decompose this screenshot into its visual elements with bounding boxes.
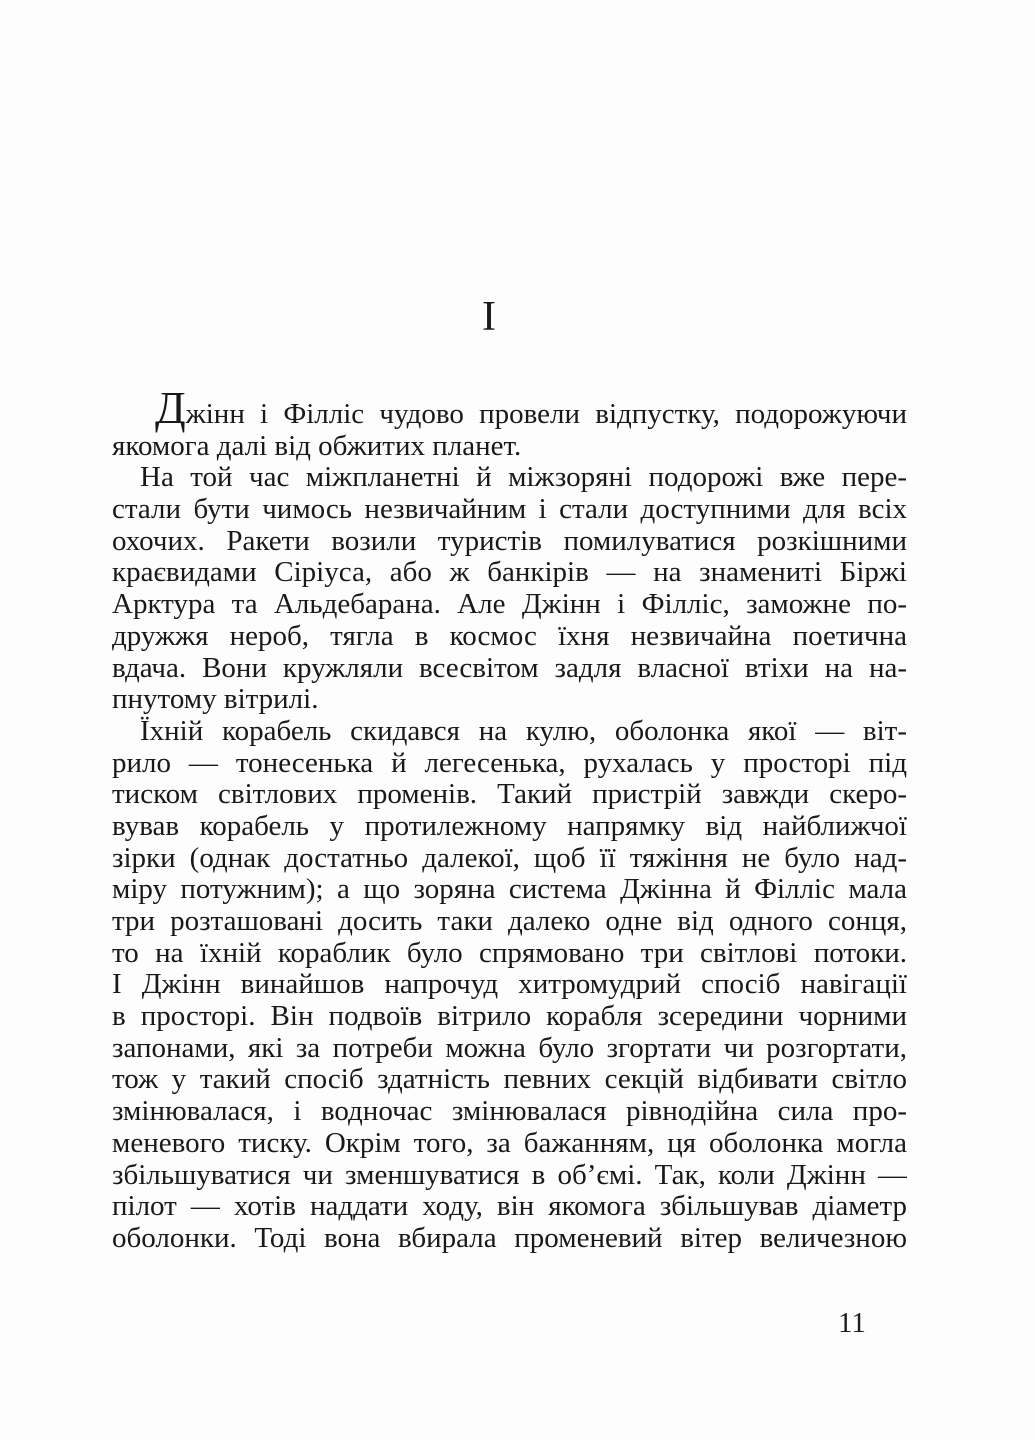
text-line: міру потужним); а що зоряна система Джінна й Філліс мала xyxy=(112,874,907,906)
page-number: 11 xyxy=(838,1307,866,1339)
line-text: жінн і Філліс чудово провели відпустку, подорожуючи xyxy=(185,398,907,430)
text-line: пнутому вітрилі. xyxy=(112,683,319,716)
chapter-numeral: I xyxy=(482,294,496,340)
text-line: запонами, які за потреби можна було згортати чи розгортати, xyxy=(112,1032,907,1064)
text-line: змінювалася, і водночас змінювалася рівнодійна сила про- xyxy=(112,1096,907,1128)
text-line: меневого тиску. Окрім того, за бажанням, ця оболонка могла xyxy=(112,1127,907,1159)
text-line: стали бути чимось незвичайним і стали доступними для всіх xyxy=(112,494,907,526)
text-line: вдача. Вони кружляли всесвітом задля власної втіхи на на- xyxy=(112,652,907,684)
text-line: три розташовані досить таки далеко одне від одного сонця, xyxy=(112,906,907,937)
text-block xyxy=(112,383,907,1255)
text-line: краєвидами Сіріуса, або ж банкірів — на знамениті Біржі xyxy=(112,557,907,589)
text-line: то на їхній кораблик було спрямовано три світлові потоки. xyxy=(112,937,907,969)
text-line: зірки (однак достатньо далекої, щоб її тяжіння не було над- xyxy=(112,842,907,874)
text-line: дружжя нероб, тягла в космос їхня незвичайна поетична xyxy=(112,620,907,652)
text-line: рило — тонесенька й легесенька, рухалась у просторі під xyxy=(112,747,907,779)
text-line: На той час міжпланетні й міжзоряні подорожі вже пере- xyxy=(140,462,907,494)
text-line: якомога далі від обжитих планет. xyxy=(112,429,522,462)
text-line: І Джінн винайшов напрочуд хитромудрий спосіб навігації xyxy=(112,969,907,1001)
text-line: в просторі. Він подвоїв вітрило корабля зсередини чорними xyxy=(112,1001,907,1033)
text-line: пілот — хотів наддати ходу, він якомога збільшував діаметр xyxy=(112,1191,907,1223)
text-line: Їхній корабель скидався на кулю, оболонка якої — віт- xyxy=(140,715,907,747)
text-line xyxy=(112,383,907,433)
text-line: вував корабель у протилежному напрямку від найближчої xyxy=(112,810,907,842)
drop-cap-initial: Д xyxy=(155,383,186,433)
text-line: оболонки. Тоді вона вбирала променевий вітер величезною xyxy=(112,1222,907,1254)
text-line: збільшуватися чи зменшуватися в об’ємі. Так, коли Джінн — xyxy=(112,1159,907,1191)
text-line: тож у такий спосіб здатність певних секцій відбивати світло xyxy=(112,1064,907,1096)
text-line: охочих. Ракети возили туристів помилуватися розкішними xyxy=(112,525,907,557)
text-line: тиском світлових променів. Такий пристрій завжди скеро- xyxy=(112,779,907,811)
text-line: Арктура та Альдебарана. Але Джінн і Філліс, заможне по- xyxy=(112,589,907,621)
